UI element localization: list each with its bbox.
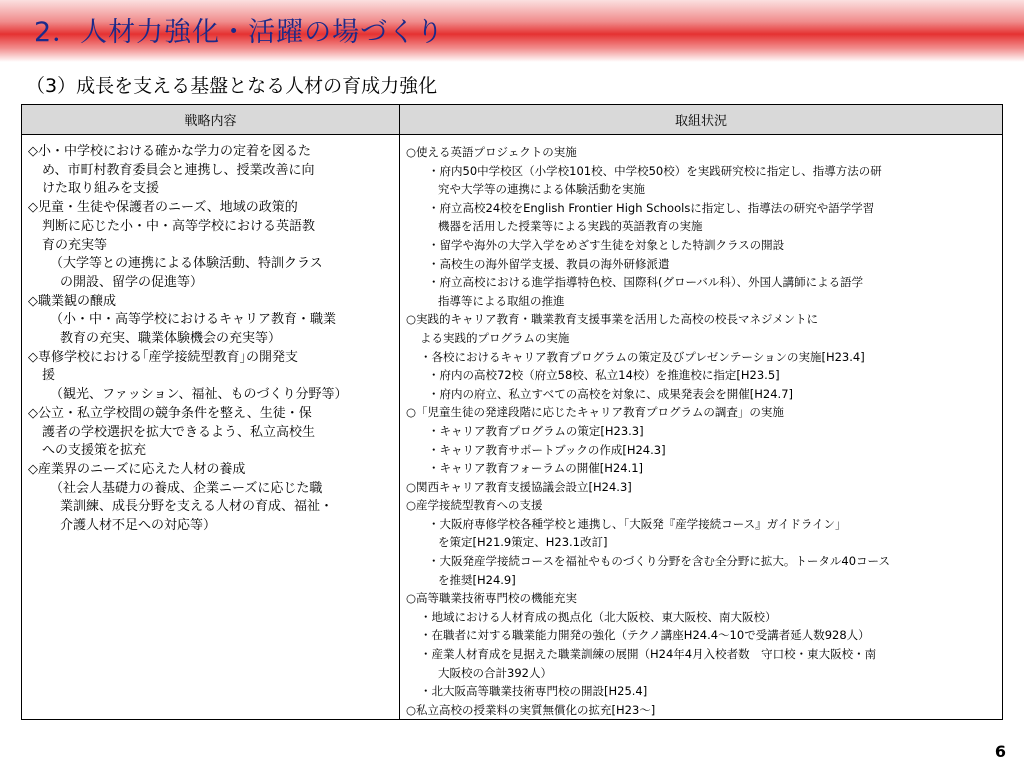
status-line: ○産学接続型教育への支援 <box>406 498 543 513</box>
status-line: 大阪校の合計392人） <box>438 665 552 680</box>
strategy-line: （観光、ファッション、福祉、ものづくり分野等） <box>50 387 348 403</box>
strategy-line: め、市町村教育委員会と連携し、授業改善に向 <box>42 162 315 178</box>
section-subtitle: （3）成長を支える基盤となる人材の育成力強化 <box>26 75 438 97</box>
status-line: ○「児童生徒の発達段階に応じたキャリア教育プログラムの調査」の実施 <box>406 405 784 420</box>
status-line: 指導等による取組の推進 <box>438 293 565 308</box>
status-content-cell <box>400 135 1003 720</box>
status-line: ・府内の府立、私立すべての高校を対象に、成果発表会を開催[H24.7] <box>428 386 793 401</box>
strategy-line: 業訓練、成長分野を支える人材の育成、福祉・ <box>60 499 334 515</box>
status-line: 機器を活用した授業等による実践的英語教育の実施 <box>438 219 703 234</box>
status-line: ・府立高校における進学指導特色校、国際科(グローバル科）、外国人講師による語学 <box>428 275 864 290</box>
status-line: ・北大阪高等職業技術専門校の開設[H25.4] <box>420 684 648 699</box>
status-line: 究や大学等の連携による体験活動を実施 <box>438 182 645 197</box>
status-line: ○使える英語プロジェクトの実施 <box>406 145 577 159</box>
status-line: ・地域における人材育成の拠点化（北大阪校、東大阪校、南大阪校） <box>420 609 777 624</box>
strategy-table <box>21 104 1003 720</box>
strategy-line: ◇職業観の醸成 <box>28 293 116 309</box>
status-line: ・留学や海外の大学入学をめざす生徒を対象とした特訓クラスの開設 <box>428 237 785 252</box>
strategy-line: （社会人基礎力の養成、企業ニーズに応じた職 <box>50 480 323 496</box>
status-line: ○関西キャリア教育支援協議会設立[H24.3] <box>406 479 632 494</box>
strategy-line: けた取り組みを支援 <box>42 181 160 197</box>
status-line: ・各校におけるキャリア教育プログラムの策定及びプレゼンテーションの実施[H23.4] <box>420 349 865 364</box>
status-line: ・府内50中学校区（小学校101校、中学校50校）を実践研究校に指定し、指導方法の研 <box>428 163 882 178</box>
page-title: 2．人材力強化・活躍の場づくり <box>34 17 445 48</box>
strategy-line: ◇児童・生徒や保護者のニーズ、地域の政策的 <box>28 200 298 216</box>
status-line: ○高等職業技術専門校の機能充実 <box>406 591 578 606</box>
status-line: を策定[H21.9策定、H23.1改訂] <box>438 535 608 550</box>
strategy-line: （小・中・高等学校におけるキャリア教育・職業 <box>50 312 337 328</box>
status-line: ・府内の高校72校（府立58校、私立14校）を推進校に指定[H23.5] <box>428 368 780 383</box>
strategy-line: ◇産業界のニーズに応えた人材の養成 <box>28 461 246 477</box>
status-line: ・キャリア教育プログラムの策定[H23.3] <box>428 423 644 438</box>
strategy-line: 護者の学校選択を拡大できるよう、私立高校生 <box>42 424 316 440</box>
status-line: よる実践的プログラムの実施 <box>420 330 570 345</box>
status-line: ・在職者に対する職業能力開発の強化（テクノ講座H24.4～10で受講者延人数928人） <box>420 628 870 643</box>
status-line: ・キャリア教育サポートブックの作成[H24.3] <box>428 442 666 457</box>
strategy-line: 援 <box>42 368 56 384</box>
page-number: 6 <box>994 742 1006 761</box>
status-line: ○私立高校の授業料の実質無償化の拡充[H23～] <box>406 702 656 717</box>
strategy-line: （大学等との連携による体験活動、特訓クラス <box>50 256 323 272</box>
table-header-row <box>22 105 1003 135</box>
strategy-line: の開設、留学の促進等） <box>60 274 204 290</box>
strategy-line: ◇小・中学校における確かな学力の定着を図るた <box>28 144 311 159</box>
strategy-line: 介護人材不足への対応等） <box>60 518 217 534</box>
status-line: ○実践的キャリア教育・職業教育支援事業を活用した高校の校長マネジメントに <box>406 312 819 327</box>
status-line: ・高校生の海外留学支援、教員の海外研修派遣 <box>428 256 670 271</box>
status-line: ・大阪発産学接続コースを福祉やものづくり分野を含む全分野に拡大。トータル40コース <box>428 554 890 569</box>
strategy-line: への支援策を拡充 <box>42 443 147 459</box>
table-row <box>22 135 1003 720</box>
status-line: ・府立高校24校をEnglish Frontier High Schoolsに指定し、指導法の研究や語学学習 <box>428 200 875 215</box>
strategy-line: ◇公立・私立学校間の競争条件を整え、生徒・保 <box>28 405 312 421</box>
strategy-line: 育の充実等 <box>42 237 108 253</box>
strategy-line: 判断に応じた小・中・高等学校における英語教 <box>42 218 316 234</box>
column-header-strategy: 戦略内容 <box>22 105 400 135</box>
strategy-content-cell <box>22 135 400 720</box>
strategy-line: ◇専修学校における｢産学接続型教育｣の開発支 <box>28 349 298 365</box>
column-header-status: 取組状況 <box>400 105 1003 135</box>
status-line: ・産業人材育成を見据えた職業訓練の展開（H24年4月入校者数 守口校・東大阪校・南 <box>420 647 877 662</box>
status-line: を推奨[H24.9] <box>438 572 516 587</box>
status-line: ・キャリア教育フォーラムの開催[H24.1] <box>428 461 644 476</box>
strategy-line: 教育の充実、職業体験機会の充実等） <box>60 331 282 347</box>
status-line: ・大阪府専修学校各種学校と連携し、「大阪発『産学接続コース』ガイドライン」 <box>428 516 847 531</box>
